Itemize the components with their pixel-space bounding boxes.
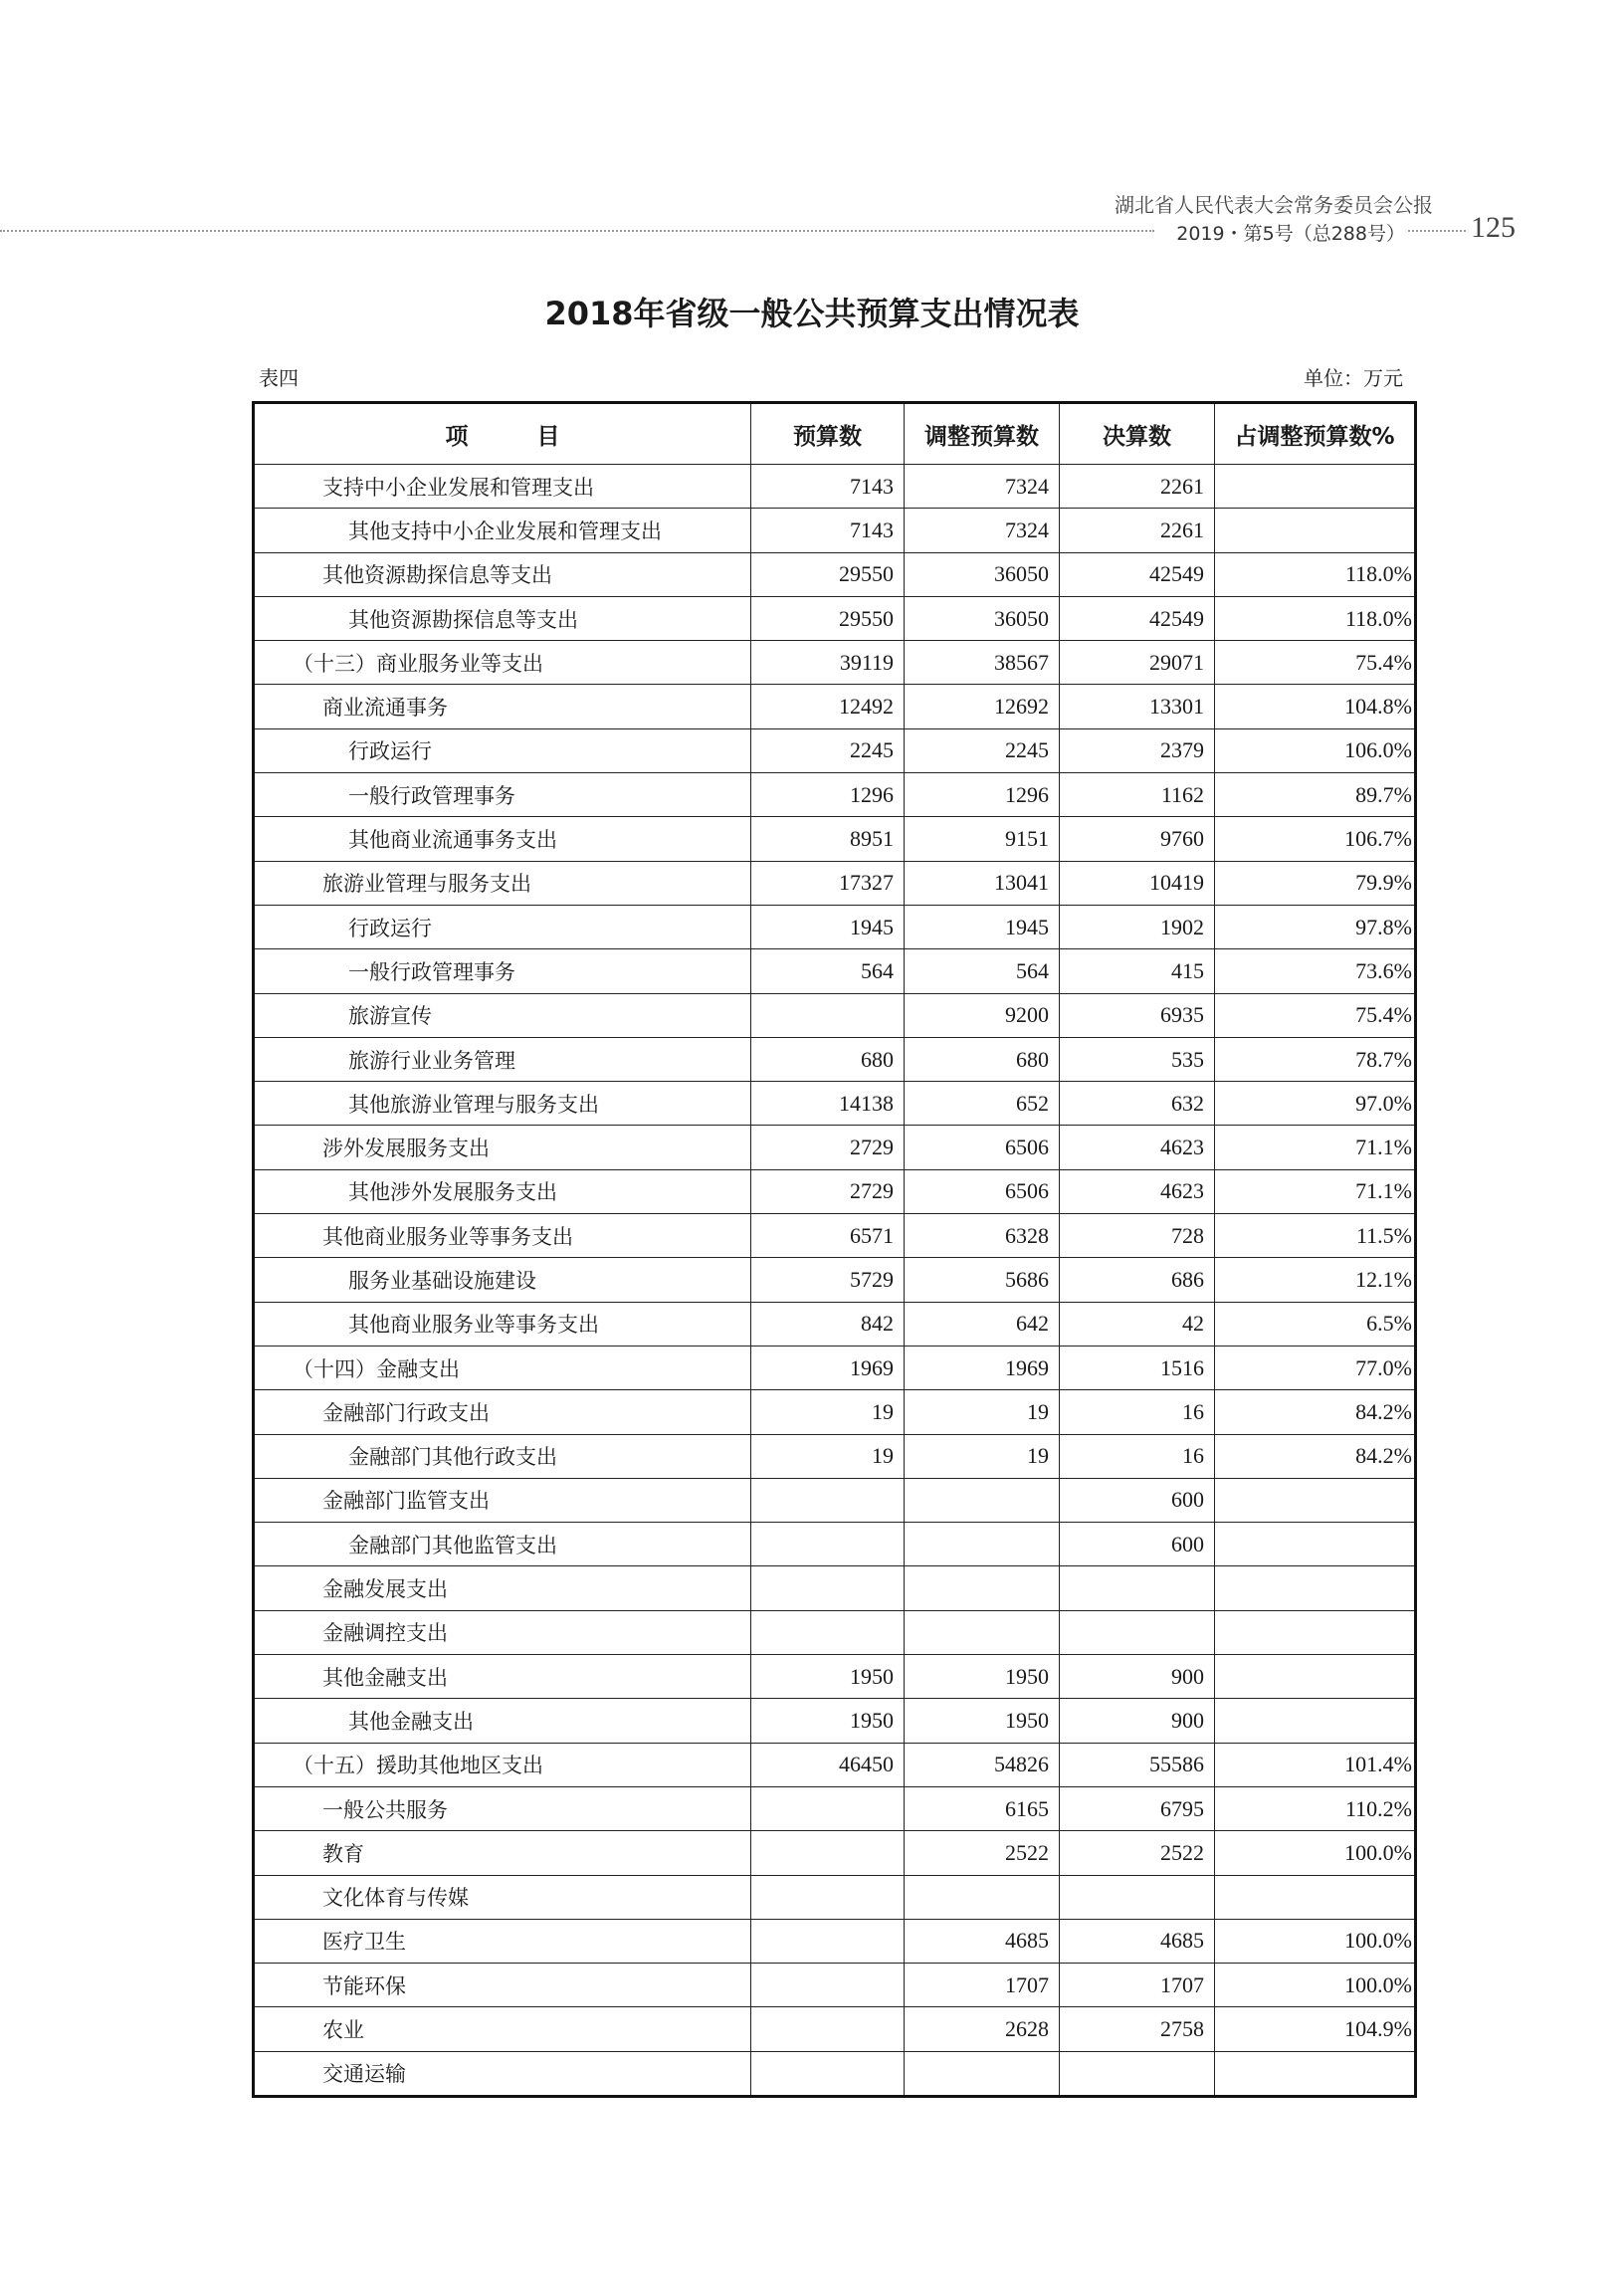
percent-cell: 75.4%: [1215, 993, 1416, 1037]
row-name-cell: 其他支持中小企业发展和管理支出: [254, 509, 751, 552]
row-name-cell: 旅游业管理与服务支出: [254, 861, 751, 905]
percent-cell: 11.5%: [1215, 1214, 1416, 1258]
table-row: [254, 1037, 1416, 1081]
row-name-cell: 文化体育与传媒: [254, 1875, 751, 1919]
adjusted-budget-cell: 19: [905, 1390, 1060, 1434]
table-row: [254, 1169, 1416, 1213]
table-row: [254, 1610, 1416, 1654]
row-name-cell: 行政运行: [254, 905, 751, 948]
table-row: [254, 1831, 1416, 1875]
final-account-cell: 16: [1060, 1390, 1215, 1434]
percent-cell: 100.0%: [1215, 1919, 1416, 1963]
page-number: 125: [1471, 211, 1516, 244]
final-account-cell: 600: [1060, 1478, 1215, 1522]
budget-cell: [751, 1964, 905, 2007]
adjusted-budget-cell: 6165: [905, 1786, 1060, 1830]
adjusted-budget-cell: 1945: [905, 905, 1060, 948]
percent-cell: [1215, 1610, 1416, 1654]
final-account-cell: 6795: [1060, 1786, 1215, 1830]
adjusted-budget-cell: 1950: [905, 1699, 1060, 1743]
table-row: [254, 509, 1416, 552]
table-row: [254, 1699, 1416, 1743]
row-name-cell: （十三）商业服务业等支出: [254, 641, 751, 685]
table-row: [254, 905, 1416, 948]
final-account-cell: 6935: [1060, 993, 1215, 1037]
budget-cell: 29550: [751, 552, 905, 596]
budget-cell: [751, 993, 905, 1037]
adjusted-budget-cell: 6506: [905, 1169, 1060, 1213]
adjusted-budget-cell: 19: [905, 1434, 1060, 1478]
percent-cell: 106.7%: [1215, 817, 1416, 861]
budget-cell: 17327: [751, 861, 905, 905]
table-row: [254, 465, 1416, 509]
adjusted-budget-cell: 2628: [905, 2007, 1060, 2051]
percent-cell: [1215, 1523, 1416, 1566]
final-account-cell: 9760: [1060, 817, 1215, 861]
percent-cell: 12.1%: [1215, 1258, 1416, 1302]
table-row: [254, 861, 1416, 905]
final-account-cell: 2522: [1060, 1831, 1215, 1875]
budget-cell: 5729: [751, 1258, 905, 1302]
percent-cell: [1215, 1875, 1416, 1919]
final-account-cell: 29071: [1060, 641, 1215, 685]
adjusted-budget-cell: [905, 2051, 1060, 2096]
row-name-cell: （十四）金融支出: [254, 1346, 751, 1389]
final-account-cell: 16: [1060, 1434, 1215, 1478]
page-title: 2018年省级一般公共预算支出情况表: [544, 295, 1080, 332]
row-name-cell: 金融部门行政支出: [254, 1390, 751, 1434]
table-row: [254, 1743, 1416, 1786]
final-account-cell: 535: [1060, 1037, 1215, 1081]
table-row: [254, 728, 1416, 772]
table-row: [254, 773, 1416, 817]
final-account-cell: 55586: [1060, 1743, 1215, 1786]
row-name-cell: 金融部门其他监管支出: [254, 1523, 751, 1566]
final-account-cell: 1162: [1060, 773, 1215, 817]
table-row: [254, 1786, 1416, 1830]
budget-cell: 842: [751, 1302, 905, 1346]
final-account-cell: [1060, 2051, 1215, 2096]
row-name-cell: 其他商业服务业等事务支出: [254, 1302, 751, 1346]
table-row: [254, 641, 1416, 685]
row-name-cell: 涉外发展服务支出: [254, 1126, 751, 1169]
budget-cell: [751, 2007, 905, 2051]
table-row: [254, 817, 1416, 861]
percent-cell: [1215, 1699, 1416, 1743]
adjusted-budget-cell: 1296: [905, 773, 1060, 817]
budget-cell: 46450: [751, 1743, 905, 1786]
adjusted-budget-cell: 1950: [905, 1655, 1060, 1699]
percent-cell: 104.9%: [1215, 2007, 1416, 2051]
table-row: [254, 1655, 1416, 1699]
budget-cell: 12492: [751, 685, 905, 728]
table-row: [254, 1478, 1416, 1522]
final-account-cell: 600: [1060, 1523, 1215, 1566]
table-header-row: [254, 403, 1416, 465]
adjusted-budget-cell: 4685: [905, 1919, 1060, 1963]
final-account-cell: 632: [1060, 1082, 1215, 1126]
budget-cell: [751, 1610, 905, 1654]
row-name-cell: 其他商业服务业等事务支出: [254, 1214, 751, 1258]
adjusted-budget-cell: [905, 1566, 1060, 1610]
table-row: [254, 1919, 1416, 1963]
adjusted-budget-cell: 6328: [905, 1214, 1060, 1258]
final-account-cell: [1060, 1610, 1215, 1654]
budget-cell: [751, 1786, 905, 1830]
row-name-cell: 金融部门其他行政支出: [254, 1434, 751, 1478]
percent-cell: [1215, 1566, 1416, 1610]
budget-cell: 6571: [751, 1214, 905, 1258]
percent-cell: 100.0%: [1215, 1831, 1416, 1875]
column-header-item: 项 目: [254, 403, 751, 465]
table-row: [254, 1434, 1416, 1478]
final-account-cell: 13301: [1060, 685, 1215, 728]
final-account-cell: 4623: [1060, 1169, 1215, 1213]
table-row: [254, 1214, 1416, 1258]
table-row: [254, 1302, 1416, 1346]
table-row: [254, 1566, 1416, 1610]
unit-label: 单位：万元: [1304, 366, 1403, 390]
percent-cell: 100.0%: [1215, 1964, 1416, 2007]
percent-cell: [1215, 509, 1416, 552]
row-name-cell: 其他资源勘探信息等支出: [254, 552, 751, 596]
table-row: [254, 685, 1416, 728]
row-name-cell: 医疗卫生: [254, 1919, 751, 1963]
table-row: [254, 1523, 1416, 1566]
budget-cell: 14138: [751, 1082, 905, 1126]
percent-cell: 118.0%: [1215, 596, 1416, 640]
budget-cell: 8951: [751, 817, 905, 861]
budget-table: [252, 401, 1417, 2098]
budget-cell: 2729: [751, 1169, 905, 1213]
row-name-cell: 其他金融支出: [254, 1699, 751, 1743]
table-row: [254, 1964, 1416, 2007]
percent-cell: 6.5%: [1215, 1302, 1416, 1346]
adjusted-budget-cell: 36050: [905, 552, 1060, 596]
percent-cell: 104.8%: [1215, 685, 1416, 728]
adjusted-budget-cell: 1969: [905, 1346, 1060, 1389]
percent-cell: 75.4%: [1215, 641, 1416, 685]
row-name-cell: 金融部门监管支出: [254, 1478, 751, 1522]
adjusted-budget-cell: [905, 1478, 1060, 1522]
table-row: [254, 1126, 1416, 1169]
table-row: [254, 1346, 1416, 1389]
final-account-cell: 728: [1060, 1214, 1215, 1258]
percent-cell: [1215, 1655, 1416, 1699]
adjusted-budget-cell: 7324: [905, 509, 1060, 552]
budget-cell: 29550: [751, 596, 905, 640]
row-name-cell: 农业: [254, 2007, 751, 2051]
row-name-cell: 金融发展支出: [254, 1566, 751, 1610]
table-row: [254, 1390, 1416, 1434]
budget-cell: 19: [751, 1390, 905, 1434]
adjusted-budget-cell: 7324: [905, 465, 1060, 509]
final-account-cell: [1060, 1875, 1215, 1919]
budget-cell: [751, 1831, 905, 1875]
final-account-cell: 42: [1060, 1302, 1215, 1346]
table-row: [254, 1875, 1416, 1919]
percent-cell: 89.7%: [1215, 773, 1416, 817]
percent-cell: [1215, 465, 1416, 509]
final-account-cell: 686: [1060, 1258, 1215, 1302]
budget-cell: [751, 1919, 905, 1963]
adjusted-budget-cell: 6506: [905, 1126, 1060, 1169]
adjusted-budget-cell: 1707: [905, 1964, 1060, 2007]
percent-cell: 97.8%: [1215, 905, 1416, 948]
table-body: [254, 465, 1416, 2097]
percent-cell: 110.2%: [1215, 1786, 1416, 1830]
header-rule-left: [0, 230, 1154, 232]
adjusted-budget-cell: [905, 1523, 1060, 1566]
percent-cell: 97.0%: [1215, 1082, 1416, 1126]
final-account-cell: 4623: [1060, 1126, 1215, 1169]
percent-cell: 77.0%: [1215, 1346, 1416, 1389]
adjusted-budget-cell: 36050: [905, 596, 1060, 640]
budget-cell: [751, 2051, 905, 2096]
adjusted-budget-cell: 5686: [905, 1258, 1060, 1302]
row-name-cell: 一般行政管理事务: [254, 949, 751, 993]
row-name-cell: 旅游宣传: [254, 993, 751, 1037]
row-name-cell: 服务业基础设施建设: [254, 1258, 751, 1302]
table-row: [254, 552, 1416, 596]
percent-cell: [1215, 2051, 1416, 2096]
row-name-cell: 节能环保: [254, 1964, 751, 2007]
budget-cell: 2245: [751, 728, 905, 772]
budget-cell: [751, 1875, 905, 1919]
budget-cell: 1945: [751, 905, 905, 948]
percent-cell: 78.7%: [1215, 1037, 1416, 1081]
budget-cell: 2729: [751, 1126, 905, 1169]
journal-name: 湖北省人民代表大会常务委员会公报: [1115, 193, 1433, 217]
row-name-cell: 其他金融支出: [254, 1655, 751, 1699]
column-header-adjusted: 调整预算数: [905, 403, 1060, 465]
row-name-cell: 旅游行业业务管理: [254, 1037, 751, 1081]
final-account-cell: 4685: [1060, 1919, 1215, 1963]
percent-cell: 71.1%: [1215, 1126, 1416, 1169]
column-header-final: 决算数: [1060, 403, 1215, 465]
budget-cell: 7143: [751, 509, 905, 552]
row-name-cell: 行政运行: [254, 728, 751, 772]
final-account-cell: 900: [1060, 1655, 1215, 1699]
final-account-cell: 2261: [1060, 509, 1215, 552]
percent-cell: 71.1%: [1215, 1169, 1416, 1213]
final-account-cell: 1707: [1060, 1964, 1215, 2007]
adjusted-budget-cell: 2522: [905, 1831, 1060, 1875]
final-account-cell: 42549: [1060, 552, 1215, 596]
adjusted-budget-cell: 13041: [905, 861, 1060, 905]
table-row: [254, 2007, 1416, 2051]
percent-cell: 101.4%: [1215, 1743, 1416, 1786]
final-account-cell: 2261: [1060, 465, 1215, 509]
row-name-cell: 一般公共服务: [254, 1786, 751, 1830]
final-account-cell: 2379: [1060, 728, 1215, 772]
table-label: 表四: [259, 366, 299, 390]
column-header-percent: 占调整预算数%: [1215, 403, 1416, 465]
final-account-cell: 415: [1060, 949, 1215, 993]
budget-cell: [751, 1523, 905, 1566]
budget-cell: 1950: [751, 1655, 905, 1699]
row-name-cell: （十五）援助其他地区支出: [254, 1743, 751, 1786]
table-row: [254, 2051, 1416, 2096]
adjusted-budget-cell: 54826: [905, 1743, 1060, 1786]
adjusted-budget-cell: 9151: [905, 817, 1060, 861]
adjusted-budget-cell: 564: [905, 949, 1060, 993]
percent-cell: 84.2%: [1215, 1390, 1416, 1434]
row-name-cell: 其他资源勘探信息等支出: [254, 596, 751, 640]
row-name-cell: 商业流通事务: [254, 685, 751, 728]
final-account-cell: 10419: [1060, 861, 1215, 905]
table-row: [254, 1082, 1416, 1126]
table-row: [254, 596, 1416, 640]
budget-cell: 1296: [751, 773, 905, 817]
percent-cell: 118.0%: [1215, 552, 1416, 596]
budget-cell: 19: [751, 1434, 905, 1478]
final-account-cell: 42549: [1060, 596, 1215, 640]
row-name-cell: 其他旅游业管理与服务支出: [254, 1082, 751, 1126]
budget-cell: 564: [751, 949, 905, 993]
percent-cell: 73.6%: [1215, 949, 1416, 993]
adjusted-budget-cell: [905, 1610, 1060, 1654]
adjusted-budget-cell: [905, 1875, 1060, 1919]
budget-cell: 680: [751, 1037, 905, 1081]
budget-cell: 39119: [751, 641, 905, 685]
percent-cell: 84.2%: [1215, 1434, 1416, 1478]
table-row: [254, 1258, 1416, 1302]
final-account-cell: 1902: [1060, 905, 1215, 948]
adjusted-budget-cell: 642: [905, 1302, 1060, 1346]
row-name-cell: 其他商业流通事务支出: [254, 817, 751, 861]
issue-number: 2019・第5号（总288号）: [1176, 223, 1405, 245]
final-account-cell: 900: [1060, 1699, 1215, 1743]
row-name-cell: 一般行政管理事务: [254, 773, 751, 817]
column-header-budget: 预算数: [751, 403, 905, 465]
row-name-cell: 教育: [254, 1831, 751, 1875]
final-account-cell: 2758: [1060, 2007, 1215, 2051]
budget-cell: 1969: [751, 1346, 905, 1389]
final-account-cell: 1516: [1060, 1346, 1215, 1389]
percent-cell: 106.0%: [1215, 728, 1416, 772]
row-name-cell: 其他涉外发展服务支出: [254, 1169, 751, 1213]
adjusted-budget-cell: 38567: [905, 641, 1060, 685]
adjusted-budget-cell: 652: [905, 1082, 1060, 1126]
row-name-cell: 交通运输: [254, 2051, 751, 2096]
row-name-cell: 金融调控支出: [254, 1610, 751, 1654]
row-name-cell: 支持中小企业发展和管理支出: [254, 465, 751, 509]
adjusted-budget-cell: 2245: [905, 728, 1060, 772]
adjusted-budget-cell: 12692: [905, 685, 1060, 728]
adjusted-budget-cell: 9200: [905, 993, 1060, 1037]
budget-cell: 1950: [751, 1699, 905, 1743]
header-rule-right: [1408, 230, 1466, 232]
percent-cell: 79.9%: [1215, 861, 1416, 905]
adjusted-budget-cell: 680: [905, 1037, 1060, 1081]
budget-cell: 7143: [751, 465, 905, 509]
table-row: [254, 993, 1416, 1037]
table-row: [254, 949, 1416, 993]
budget-cell: [751, 1566, 905, 1610]
percent-cell: [1215, 1478, 1416, 1522]
final-account-cell: [1060, 1566, 1215, 1610]
budget-cell: [751, 1478, 905, 1522]
